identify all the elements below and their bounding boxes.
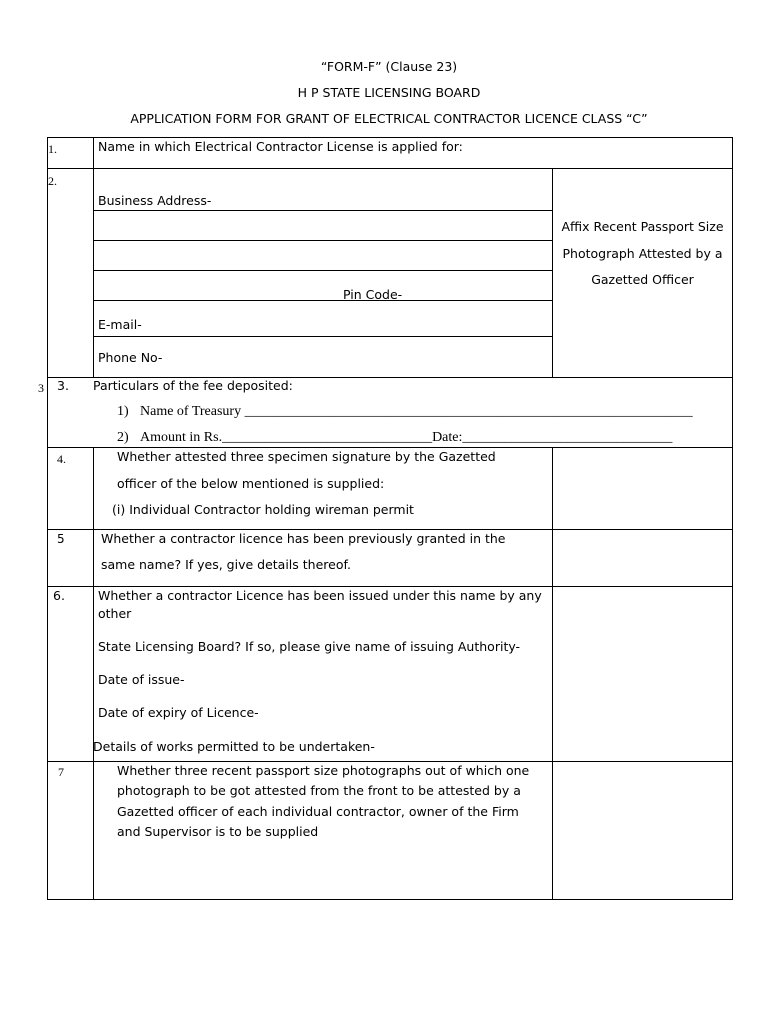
row2-number: 2.: [48, 174, 57, 188]
issuing-authority-label: State Licensing Board? If so, please give name of issuing Authority-: [98, 639, 521, 654]
phone-label: Phone No-: [98, 350, 163, 365]
specimen-signature-line3: (i) Individual Contractor holding wireman permit: [112, 502, 414, 517]
date-of-expiry-label: Date of expiry of Licence-: [98, 705, 259, 720]
amount-date-field: Amount in Rs.______________________________Date:______________________________: [140, 430, 673, 445]
row7-number: 7: [58, 765, 64, 779]
row4-number: 4.: [57, 452, 66, 466]
contractor-name-label: Name in which Electrical Contractor License is applied for:: [98, 139, 463, 154]
photo-instruction-line3: Gazetted Officer: [591, 272, 694, 287]
treasury-item-number: 1): [117, 404, 129, 419]
amount-item-number: 2): [117, 430, 129, 445]
photographs-line2: photograph to be got attested from the front to be attested by a: [117, 783, 521, 798]
row5-number: 5: [57, 532, 65, 546]
board-name: H P STATE LICENSING BOARD: [297, 85, 481, 100]
previous-licence-line2: same name? If yes, give details thereof.: [101, 557, 351, 572]
row3-margin-number: 3: [38, 381, 44, 395]
works-permitted-label: Details of works permitted to be undertaken-: [93, 739, 375, 754]
row6-number: 6.: [53, 588, 65, 603]
form-number: “FORM-F” (Clause 23): [320, 59, 458, 74]
other-board-line2: other: [98, 606, 132, 621]
treasury-name-field: Name of Treasury ________________________________________________________________: [140, 404, 693, 419]
business-address-label: Business Address-: [98, 193, 212, 208]
specimen-signature-line1: Whether attested three specimen signature by the Gazetted: [117, 449, 496, 464]
photographs-line1: Whether three recent passport size photographs out of which one: [117, 763, 530, 778]
fee-particulars-label: Particulars of the fee deposited:: [93, 378, 293, 393]
photographs-line3: Gazetted officer of each individual contractor, owner of the Firm: [117, 804, 519, 819]
email-label: E-mail-: [98, 317, 142, 332]
form-title: APPLICATION FORM FOR GRANT OF ELECTRICAL CONTRACTOR LICENCE CLASS “C”: [130, 111, 648, 126]
previous-licence-line1: Whether a contractor licence has been previously granted in the: [101, 531, 506, 546]
other-board-line1: Whether a contractor Licence has been issued under this name by any: [98, 588, 542, 603]
row3-number: 3.: [57, 378, 69, 393]
specimen-signature-line2: officer of the below mentioned is supplied:: [117, 476, 385, 491]
photo-instruction-line2: Photograph Attested by a: [562, 246, 723, 261]
row1-number: 1.: [48, 142, 57, 156]
date-of-issue-label: Date of issue-: [98, 672, 185, 687]
photographs-line4: and Supervisor is to be supplied: [117, 824, 319, 839]
pin-code-label: Pin Code-: [343, 287, 403, 302]
photo-instruction-line1: Affix Recent Passport Size: [561, 219, 724, 234]
